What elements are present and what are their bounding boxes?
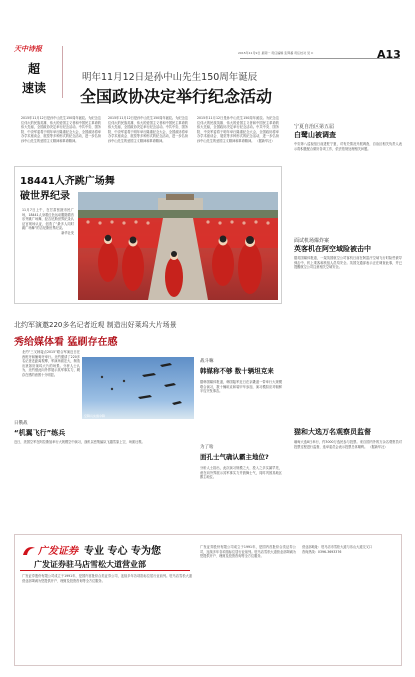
ad-body-box-2: [200, 545, 296, 660]
military-kicker: 北约军演邀220多名记者近观 制造出好莱坞大片场景: [14, 321, 177, 329]
ad-headline: 广发证券驻马店雪松大道营业部: [34, 560, 146, 569]
photo-story-title-2: 破世界纪录: [20, 191, 70, 202]
ad-logo-svg: [22, 545, 36, 557]
airdrop-photo-label: 空降兵实施伞降: [84, 413, 106, 418]
right-col-source: （据新华社）: [368, 444, 388, 449]
page-number: A13: [377, 48, 401, 61]
airdrop-illustration: [82, 357, 194, 419]
military-body: 北约“三叉戟接点2015”联合军演近日在西班牙和葡萄牙举行。北约邀请了220多名记者近距离观摩，军演场面宏大，制造出犹如好莱坞大片的场景。分析人士认为，北约借此向外界展示其军事实力，刷存在感的意图十分明显。: [22, 350, 80, 377]
military-headline: 秀给媒体看 猛刷存在感: [14, 337, 118, 348]
photo-credit: 新华社发: [61, 230, 74, 235]
ad-body-box: [22, 574, 192, 660]
right-col-item2-box: [294, 256, 402, 421]
aircraft-body: 近日，美国空军在阿拉斯加举行大规模空中演习，战机以密集编队飞越雪原上空，场面壮观。: [14, 440, 145, 444]
ad-brand: 广发证券: [38, 546, 78, 557]
right-col-item1-kicker: 宁夏自治区第五届: [294, 124, 335, 130]
fighter-body: 据韩国媒体报道，韩国陆军近日在京畿道一带举行大规模联合演习，数十辆坦克和装甲车参加，演习模拟应对朝鲜半岛突发事态。: [200, 380, 282, 394]
aircraft-body-box: [14, 440, 194, 515]
dateline: 2015年11月9日 星期一 责任编辑 张辉番 责任校对 吴 C: [238, 51, 314, 55]
right-col-item3-body: 缅甸大选8日举行，约3000万选民参与投票。来自国内外的万余名观察员对投票过程进行监督，选举委员会表示投票总体顺利。: [294, 440, 402, 449]
right-col-item3-box: [294, 440, 402, 530]
right-col-item2-title: 英客机在阿空域险被击中: [294, 245, 371, 253]
section-label-top: 超: [28, 62, 41, 76]
right-col-item2-kicker: 面试机场爆炸案: [294, 238, 330, 244]
power-headline: 面孔士气确认霸主地位?: [200, 453, 269, 461]
dance-photo-illustration: [78, 192, 278, 300]
lead-body-cont2: 2015年11月12日是孙中山先生150周年诞辰。为纪念这位伟大的民族英雄、伟大的爱国主义者和中国民主革命的伟大先驱，全国政协决定举行纪念活动。中共中央、国务院、中央军委将于明年举行隆重纪念大会，全国政协将举办学术座谈会、展览等多种形式的纪念活动，进一步弘扬孙中山先生的爱国主义精神和革命精神。: [197, 116, 279, 143]
photo-story-title-1: 18441人齐跳广场舞: [20, 176, 115, 187]
masthead: [14, 44, 59, 104]
right-col-item2-body: 据英国媒体报道，一架英国航空公司客机日前在阿富汗空域飞行时险些被导弹击中，机上乘客和机组人员均安全。英国交通部表示正在调查此事，并已提醒航空公司注意相关空域安全。: [294, 256, 402, 270]
right-col-item1-box: [294, 142, 402, 234]
photo-story-caption: 11月7日上午，在甘肃张掖市民广场，18441人身着红色运动服随着音乐齐跳广场舞，经吉尼斯世界纪录认证官现场认证，创造了“最多人同时跳广场舞”的吉尼斯世界纪录。: [22, 208, 74, 231]
lead-body-col2: [108, 116, 188, 162]
lead-body-col1: [21, 116, 101, 162]
power-kicker: 为了啥: [200, 445, 214, 450]
power-body-box: [200, 466, 282, 526]
military-body-box: [22, 350, 80, 412]
section-divider: [62, 46, 63, 98]
fighter-kicker: 战斗嘛: [200, 359, 214, 364]
ad-logo-icon: [22, 542, 36, 554]
ad-phone: 咨询热线：0396-3693376: [302, 549, 342, 554]
ad-body-cont: 广发证券股份有限公司成立于1991年，是国内首批综合类证券公司，连续多年各项指标位居行业前列。驻马店雪松大道营业部竭诚为您提供开户、理财及投资咨询等全方位服务。: [200, 545, 296, 559]
right-col-item1-body: 中央第八巡视组日前进驻宁夏，对有关情况开展调查，自治区相关负责人表示将积极配合做好各项工作，依法依规处理相关问题。: [294, 142, 402, 151]
right-col-item3-title: 猫和大选万名观察员监督: [294, 428, 371, 436]
fighter-body-box: [200, 380, 282, 442]
fighter-headline: 韩媒称不够 数十辆坦克来: [200, 367, 274, 375]
photo-story-caption-box: [22, 208, 74, 300]
aircraft-headline: “机翼飞行”练兵: [14, 429, 66, 437]
right-col-item1-title: 白鹭山被调查: [294, 131, 336, 139]
ad-body: 广发证券股份有限公司成立于1991年，是国内首批综合类证券公司，连续多年各项指标位居行业前列。驻马店雪松大道营业部竭诚为您提供开户、理财及投资咨询等全方位服务。: [22, 574, 192, 583]
lead-kicker: 明年11月12日是孙中山先生150周年诞辰: [82, 72, 258, 83]
ad-address: 营业部地址：驻马店市雪松大道与乐山大道交叉口: [302, 545, 373, 549]
newspaper-logo: 天中诗报: [14, 44, 42, 53]
lead-source: （据新华社）: [255, 138, 275, 143]
header-rule: [240, 58, 400, 59]
square-dance-photo: [78, 192, 278, 300]
ad-contact-box: [302, 545, 398, 660]
lead-headline: 全国政协决定举行纪念活动: [80, 87, 273, 106]
ad-rule: [20, 570, 190, 571]
ad-slogan: 专业 专心 专为您: [84, 546, 161, 557]
lead-body-col3: [197, 116, 279, 162]
power-body: 分析人士指出，此次演习规模之大、投入之多实属罕见，意在向外界展示其军事实力并鼓舞士气，同时巩固其地区霸主地位。: [200, 466, 282, 480]
lead-body: 2015年11月12日是孙中山先生150周年诞辰。为纪念这位伟大的民族英雄、伟大的爱国主义者和中国民主革命的伟大先驱，全国政协决定举行纪念活动。中共中央、国务院、中央军委将于明年举行隆重纪念大会，全国政协将举办学术座谈会、展览等多种形式的纪念活动，进一步弘扬孙中山先生的爱国主义精神和革命精神。: [21, 116, 101, 143]
lead-body-cont: 2015年11月12日是孙中山先生150周年诞辰。为纪念这位伟大的民族英雄、伟大的爱国主义者和中国民主革命的伟大先驱，全国政协决定举行纪念活动。中共中央、国务院、中央军委将于明年举行隆重纪念大会，全国政协将举办学术座谈会、展览等多种形式的纪念活动，进一步弘扬孙中山先生的爱国主义精神和革命精神。: [108, 116, 188, 143]
section-label-bottom: 速读: [22, 81, 47, 95]
airdrop-photo: [82, 357, 194, 419]
aircraft-kicker: 日俄战: [14, 421, 28, 426]
